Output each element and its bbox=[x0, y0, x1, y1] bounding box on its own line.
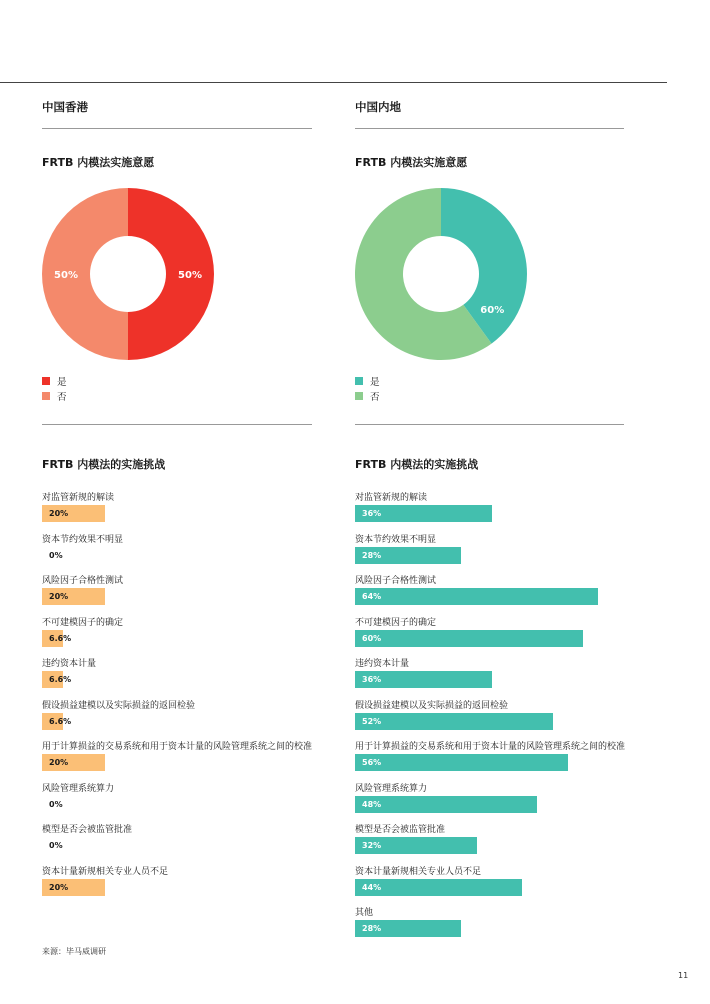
bar-item bbox=[355, 866, 655, 908]
bar-item bbox=[355, 700, 655, 742]
bar-category-label: 违约资本计量 bbox=[42, 659, 97, 669]
bar-category-label: 其他 bbox=[355, 908, 374, 918]
bar-chart-hk bbox=[42, 492, 332, 907]
bar-value-label: 36% bbox=[362, 509, 382, 518]
bar-value-label: 20% bbox=[49, 758, 69, 767]
bar bbox=[355, 754, 568, 771]
bar-category-label: 不可建模因子的确定 bbox=[355, 617, 437, 628]
bar-value-label: 60% bbox=[362, 633, 382, 643]
legend-item-yes bbox=[355, 373, 380, 388]
legend-swatch-yes bbox=[42, 377, 50, 385]
bar-item bbox=[355, 824, 655, 866]
bar-value-label: 28% bbox=[362, 550, 382, 560]
donut-chart-hk bbox=[40, 186, 216, 362]
bar-item bbox=[355, 617, 655, 659]
bar-value-label: 48% bbox=[362, 799, 382, 809]
bar-category-label: 模型是否会被监管批准 bbox=[42, 825, 133, 835]
bar-value-label: 32% bbox=[362, 841, 382, 850]
bar-track bbox=[355, 630, 655, 647]
bar-item bbox=[42, 741, 332, 783]
bar-track bbox=[42, 713, 332, 730]
bar-value-label: 0% bbox=[49, 799, 63, 809]
bar-value-label: 52% bbox=[362, 716, 382, 726]
bar-title-hk: FRTB 内模法的实施挑战 bbox=[42, 458, 166, 471]
bar-track bbox=[42, 879, 332, 896]
bar-value-label: 64% bbox=[362, 592, 382, 601]
bar-item bbox=[42, 575, 332, 617]
bar-value-label: 28% bbox=[362, 924, 382, 933]
bar-value-label: 6.6% bbox=[49, 675, 72, 684]
bar-value-label: 56% bbox=[362, 758, 382, 767]
divider-hk-1 bbox=[42, 128, 312, 129]
bar-category-label: 资本计量新规相关专业人员不足 bbox=[42, 866, 169, 877]
bar-item bbox=[355, 575, 655, 617]
bar-track bbox=[355, 671, 655, 688]
legend-label-no: 否 bbox=[57, 391, 67, 403]
bar-track bbox=[355, 796, 655, 813]
bar-item bbox=[355, 907, 655, 949]
bar-item bbox=[42, 534, 332, 576]
divider-hk-2 bbox=[42, 424, 312, 425]
bar-item bbox=[355, 492, 655, 534]
bar bbox=[355, 713, 553, 730]
bar-track bbox=[355, 754, 655, 771]
bar-track bbox=[355, 837, 655, 854]
bar-item bbox=[355, 658, 655, 700]
legend-swatch-no bbox=[355, 392, 363, 400]
divider-cn-2 bbox=[355, 424, 624, 425]
bar-category-label: 用于计算损益的交易系统和用于资本计量的风险管理系统之间的校准 bbox=[355, 742, 626, 752]
bar-item bbox=[42, 824, 332, 866]
donut-title-hk: FRTB 内模法实施意愿 bbox=[42, 156, 155, 169]
legend-swatch-yes bbox=[355, 377, 363, 385]
top-rule bbox=[0, 82, 667, 83]
bar-category-label: 对监管新规的解读 bbox=[42, 493, 115, 503]
bar-item bbox=[42, 492, 332, 534]
bar-track bbox=[42, 547, 332, 564]
bar-track bbox=[42, 796, 332, 813]
divider-cn-1 bbox=[355, 128, 624, 129]
bar-track bbox=[42, 671, 332, 688]
bar-track bbox=[42, 754, 332, 771]
bar-track bbox=[42, 588, 332, 605]
bar-track bbox=[355, 920, 655, 937]
bar-item bbox=[42, 866, 332, 908]
source-note: 来源：毕马威调研 bbox=[42, 947, 106, 956]
bar-item bbox=[42, 658, 332, 700]
bar bbox=[355, 796, 537, 813]
bar-category-label: 资本节约效果不明显 bbox=[42, 534, 124, 545]
bar-value-label: 44% bbox=[362, 882, 382, 892]
bar-track bbox=[355, 588, 655, 605]
donut-chart-cn bbox=[353, 186, 529, 362]
bar-track bbox=[42, 837, 332, 854]
bar-category-label: 假设损益建模以及实际损益的返回检验 bbox=[42, 700, 196, 711]
bar-value-label: 36% bbox=[362, 675, 382, 684]
bar-category-label: 风险因子合格性测试 bbox=[42, 576, 124, 586]
bar-track bbox=[355, 547, 655, 564]
bar-category-label: 资本计量新规相关专业人员不足 bbox=[355, 866, 482, 877]
bar-category-label: 假设损益建模以及实际损益的返回检验 bbox=[355, 700, 509, 711]
bar-value-label: 0% bbox=[49, 841, 63, 850]
bar-chart-cn bbox=[355, 492, 655, 949]
bar-item bbox=[42, 617, 332, 659]
bar-category-label: 违约资本计量 bbox=[355, 659, 410, 669]
bar-item bbox=[355, 783, 655, 825]
bar-category-label: 资本节约效果不明显 bbox=[355, 534, 437, 545]
legend-item-no bbox=[42, 388, 67, 403]
bar bbox=[355, 630, 583, 647]
legend-item-yes bbox=[42, 373, 67, 388]
bar-track bbox=[355, 713, 655, 730]
legend-label-yes: 是 bbox=[370, 376, 380, 388]
bar-category-label: 用于计算损益的交易系统和用于资本计量的风险管理系统之间的校准 bbox=[42, 742, 313, 752]
region-title-hk: 中国香港 bbox=[42, 100, 88, 114]
donut-slice-label: 50% bbox=[54, 270, 78, 281]
bar-value-label: 20% bbox=[49, 882, 69, 892]
bar-category-label: 风险管理系统算力 bbox=[42, 783, 115, 794]
bar-category-label: 风险管理系统算力 bbox=[355, 783, 428, 794]
bar-item bbox=[42, 700, 332, 742]
donut-slice-label: 60% bbox=[480, 304, 505, 316]
bar-item bbox=[355, 534, 655, 576]
bar bbox=[355, 588, 598, 605]
bar-value-label: 20% bbox=[49, 509, 69, 518]
bar-track bbox=[355, 879, 655, 896]
donut-slice-label: 50% bbox=[178, 270, 202, 281]
bar-value-label: 20% bbox=[49, 592, 69, 601]
legend-label-no: 否 bbox=[370, 391, 380, 403]
page-number: 11 bbox=[678, 971, 689, 980]
bar-value-label: 0% bbox=[49, 550, 63, 560]
bar-item bbox=[355, 741, 655, 783]
donut-title-cn: FRTB 内模法实施意愿 bbox=[355, 156, 468, 169]
bar-category-label: 风险因子合格性测试 bbox=[355, 576, 437, 586]
legend-label-yes: 是 bbox=[57, 376, 67, 388]
bar-track bbox=[42, 505, 332, 522]
legend-cn bbox=[355, 373, 380, 403]
legend-item-no bbox=[355, 388, 380, 403]
bar-category-label: 模型是否会被监管批准 bbox=[355, 825, 446, 835]
bar-title-cn: FRTB 内模法的实施挑战 bbox=[355, 458, 479, 471]
legend-swatch-no bbox=[42, 392, 50, 400]
bar-value-label: 6.6% bbox=[49, 633, 72, 643]
region-title-cn: 中国内地 bbox=[355, 100, 401, 114]
legend-hk bbox=[42, 373, 67, 403]
bar-track bbox=[355, 505, 655, 522]
bar-track bbox=[42, 630, 332, 647]
bar-item bbox=[42, 783, 332, 825]
bar-category-label: 不可建模因子的确定 bbox=[42, 617, 124, 628]
bar-category-label: 对监管新规的解读 bbox=[355, 493, 428, 503]
bar-value-label: 6.6% bbox=[49, 716, 72, 726]
